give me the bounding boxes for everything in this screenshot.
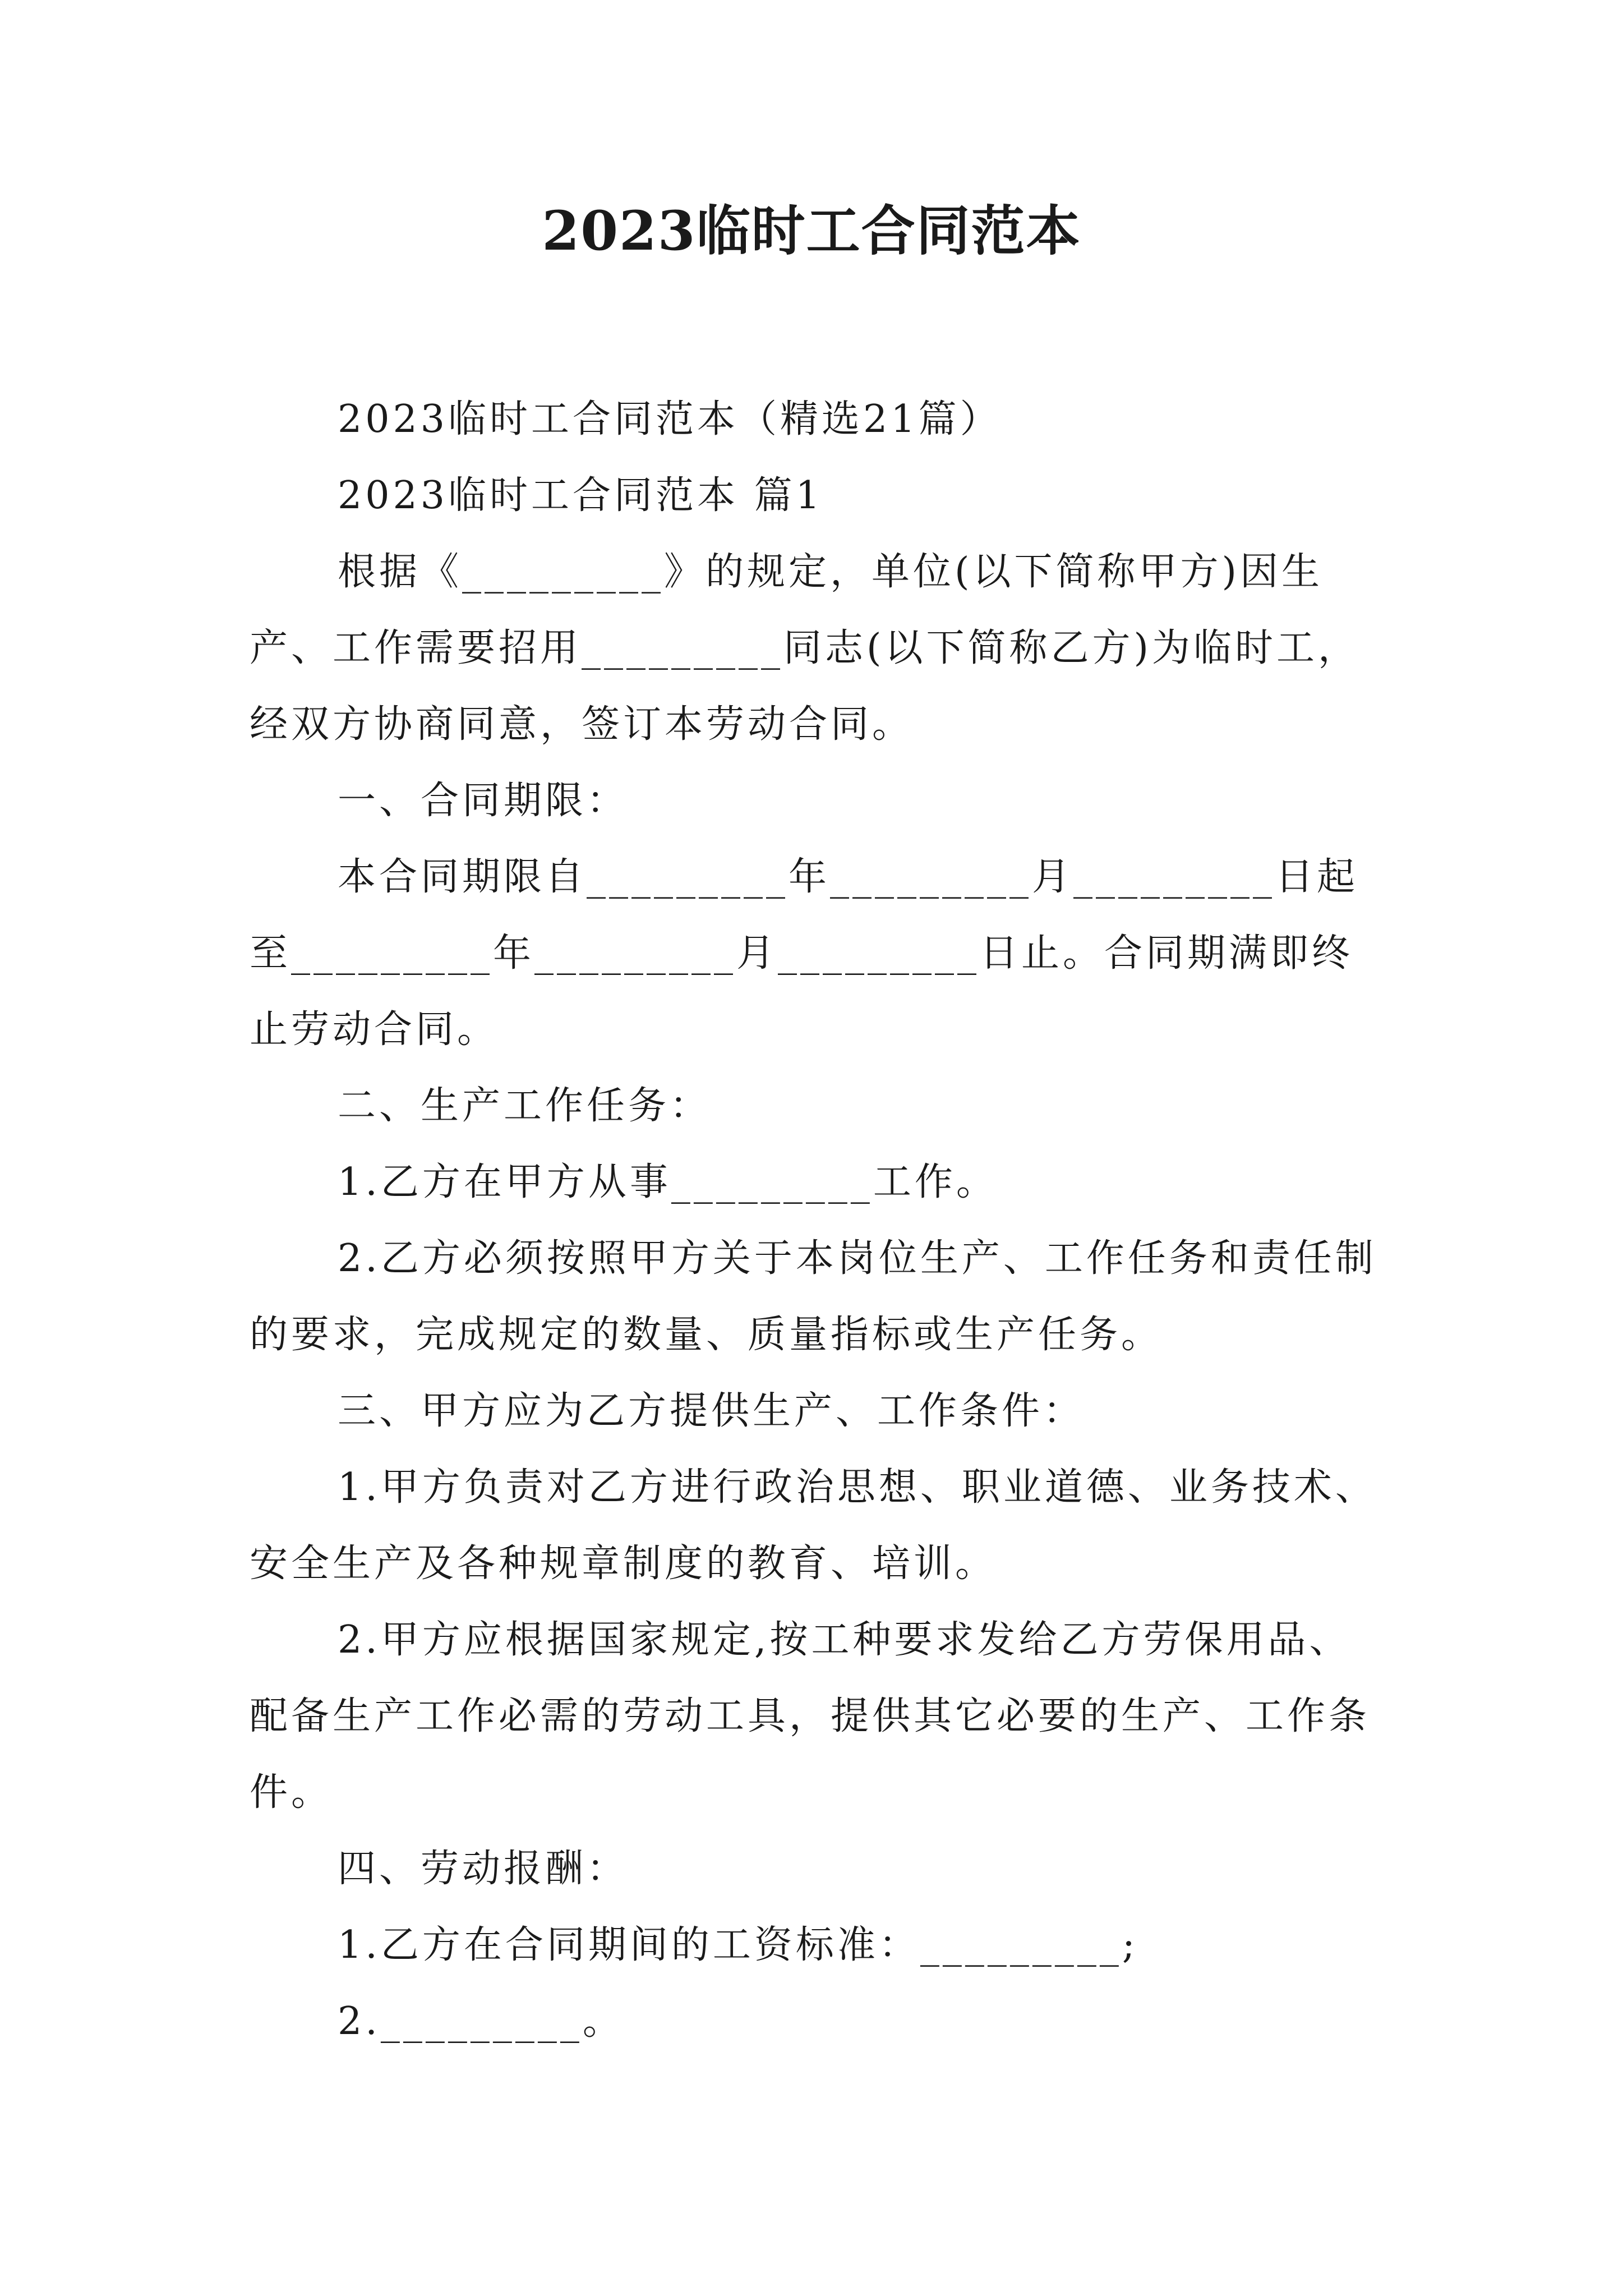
document-body	[250, 381, 1388, 2060]
section-heading-conditions: 三、甲方应为乙方提供生产、工作条件：	[338, 1389, 1085, 1433]
section-heading-term: 一、合同期限：	[338, 779, 629, 823]
document-title: 2023临时工合同范本	[542, 199, 1081, 263]
tasks-item-1: 1.乙方在甲方从事_________工作。	[338, 1160, 998, 1204]
pay-item-1: 1.乙方在合同期间的工资标准：_________;	[338, 1923, 1138, 1967]
subtitle-collection: 2023临时工合同范本（精选21篇）	[338, 397, 1002, 441]
subtitle-article: 2023临时工合同范本 篇1	[338, 473, 823, 518]
conditions-item-1: 1.甲方负责对乙方进行政治思想、职业道德、业务技术、安全生产及各种规章制度的教育、培训。	[250, 1465, 1377, 1586]
section-heading-tasks: 二、生产工作任务：	[338, 1084, 712, 1128]
conditions-item-2: 2.甲方应根据国家规定,按工种要求发给乙方劳保用品、配备生产工作必需的劳动工具，提供其它必要的生产、工作条件。	[250, 1618, 1371, 1815]
section-heading-pay: 四、劳动报酬：	[338, 1847, 629, 1891]
pay-item-2: 2._________。	[338, 1999, 624, 2044]
term-paragraph: 本合同期限自_________年_________月_________日起至_________年_________月_________日止。合同期满即终止劳动合同。	[250, 855, 1359, 1052]
intro-paragraph: 根据《_________》的规定，单位(以下简称甲方)因生产、工作需要招用_________同志(以下简称乙方)为临时工，经双方协商同意，签订本劳动合同。	[250, 550, 1360, 747]
tasks-item-2: 2.乙方必须按照甲方关于本岗位生产、工作任务和责任制的要求，完成规定的数量、质量指标或生产任务。	[250, 1236, 1377, 1357]
